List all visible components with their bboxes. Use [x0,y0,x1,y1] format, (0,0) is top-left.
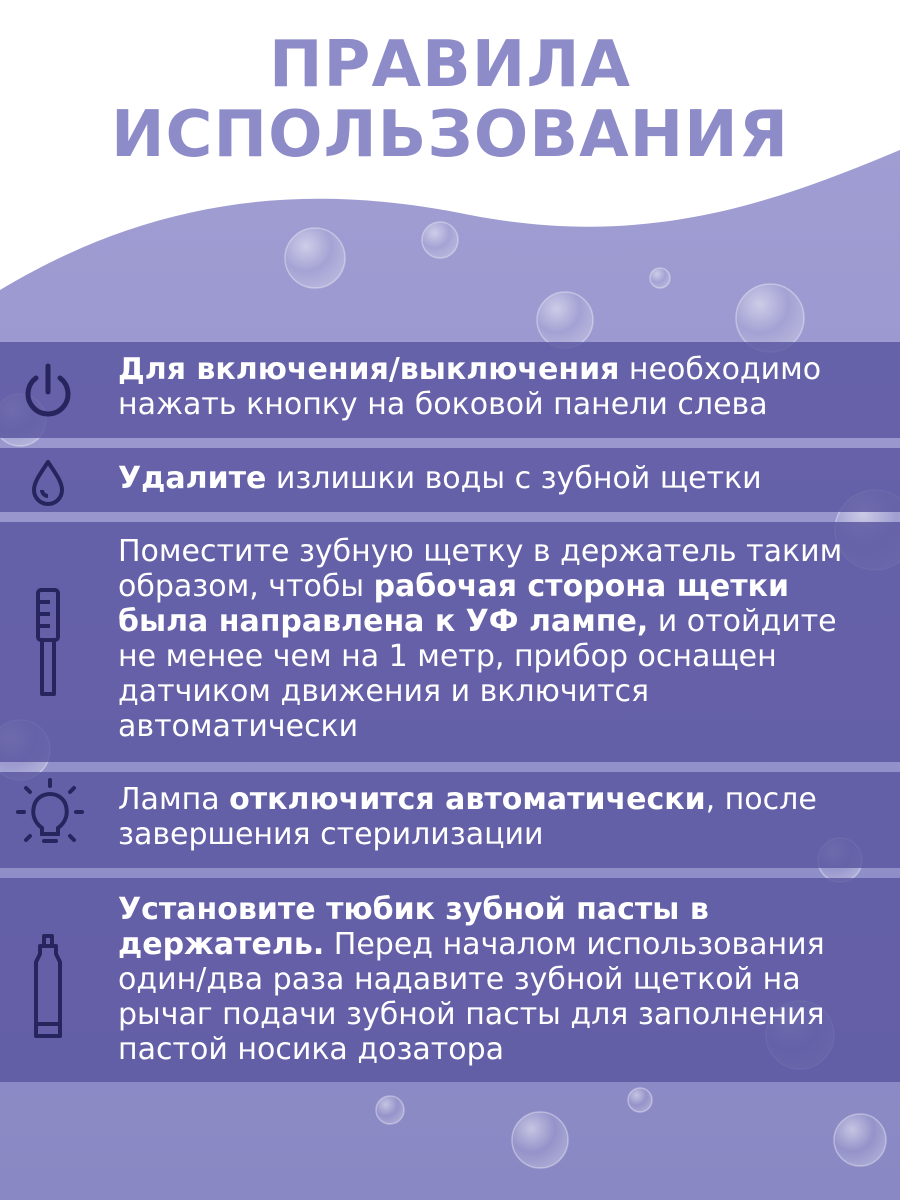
rule-item-lamp [0,772,900,868]
rule-item-toothpaste [0,878,900,1082]
rule-text: Лампа отключится автоматически, после завершения стерилизации [118,782,817,852]
water-drop-icon [16,440,80,520]
page-title [0,30,900,170]
rule-item-toothbrush [0,522,900,762]
lamp-icon [10,774,90,864]
rule-text: Установите тюбик зубной пасты в держатель. Перед началом использования один/два раза надавите зубной щеткой на рычаг подачи зубной пасты для заполнения пастой носика дозатора [118,892,825,1067]
toothpaste-icon [16,928,80,1048]
power-icon [16,352,80,432]
rule-text: Удалите излишки воды с зубной щетки [118,461,762,496]
title-line-2: ИСПОЛЬЗОВАНИЯ [110,98,790,172]
toothbrush-icon [16,582,80,702]
rule-item-power [0,342,900,438]
rule-item-water [0,448,900,512]
rule-text: Для включения/выключения необходимо нажать кнопку на боковой панели слева [118,352,822,422]
rule-text: Поместите зубную щетку в держатель таким образом, чтобы рабочая сторона щетки была направлена к УФ лампе, и отойдите не менее чем на 1 метр, прибор оснащен датчиком движения и включится автоматически [118,534,843,744]
title-line-1: ПРАВИЛА [268,28,632,102]
